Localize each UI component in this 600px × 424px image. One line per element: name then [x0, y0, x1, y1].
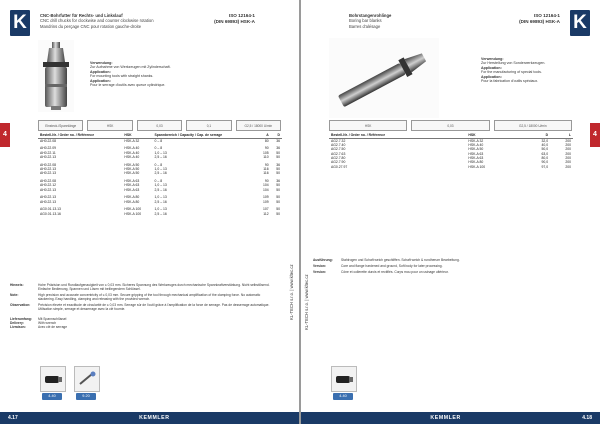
side-imprint: KL-TECH s.r.o. | www.kltec.cz [304, 274, 309, 330]
col-capacity: Spannbereich / Capacity / Cap. de serrage [153, 133, 257, 138]
table-cell: 2,5 – 16 [154, 155, 167, 160]
table-cell: 0 – 8 [154, 138, 163, 143]
table-cell: 50 [276, 155, 280, 160]
description-block: Verwendung: Zur Aufnahme von Werkzeugen mit Zylinderschaft. Application: For mounting tools with straight shanks. Application: Pour le serrage d'outils avec queue cylindrique. [90, 61, 171, 88]
table-cell: 200 [565, 164, 571, 169]
table-cell: 90,0 [541, 160, 549, 165]
table-cell: AH0.22.13 [40, 155, 57, 160]
table-cell: AG0.01.13.16 [40, 211, 61, 216]
table-cell: HSK-A 63 [124, 187, 140, 192]
table-cell: AH0.22.13 [40, 167, 57, 172]
table-cell: HSK-A 100 [124, 211, 142, 216]
table-cell: 200 [565, 160, 571, 165]
table-cell: AG2.7.32 [331, 138, 346, 143]
hsk-icon: HSK [329, 120, 407, 131]
col-a: A [257, 133, 271, 138]
table-cell: 40,0 [541, 143, 549, 148]
table-cell [516, 165, 525, 169]
table-cell: 110 [263, 155, 269, 160]
table-cell: AH0.22.08 [40, 162, 57, 167]
page-footer [0, 412, 299, 424]
brand-name: KEMMLER [139, 415, 170, 421]
page-number: 4.18 [582, 415, 592, 421]
table-cell: AH0.22.12 [40, 183, 57, 188]
table-cell: AG2.7.40 [331, 143, 346, 148]
runout-icon: 0,03 [137, 120, 182, 131]
table-cell: 36 [276, 179, 280, 184]
table-cell: HSK-A 50 [124, 171, 140, 176]
table-cell: 2,5 – 16 [154, 211, 167, 216]
col-d: D [271, 133, 282, 138]
table-cell: AG2.7.63 [331, 151, 346, 156]
table-cell: 109 [263, 195, 269, 200]
delivery-block: Lieferumfang: Delivery: Livraison: Mit Spannschlüssel With wrench Avec clé de serrage [10, 316, 68, 329]
product-table [329, 133, 573, 169]
brand-name: KEMMLER [430, 415, 461, 421]
table-cell: AH0.22.09 [40, 146, 57, 151]
table-cell: 1,0 – 13 [154, 207, 167, 212]
table-cell: AG2.7.50 [331, 147, 346, 152]
table-cell: 104 [263, 187, 269, 192]
wrench-icon [74, 366, 100, 392]
accessory-1[interactable] [40, 366, 64, 400]
table-cell: 63,0 [541, 151, 549, 156]
table-cell: AH0.22.08 [40, 179, 57, 184]
balance-icon: G2,5 / 18000 U/min [236, 120, 281, 131]
table-cell: 50 [276, 195, 280, 200]
chapter-tab-left[interactable]: 4 [0, 123, 10, 147]
chapter-tab-right[interactable]: 4 [590, 123, 600, 147]
table-cell: 200 [565, 151, 571, 156]
table-cell: 112 [263, 211, 269, 216]
table-cell: 0 – 8 [154, 146, 163, 151]
table-cell: AH0.22.13 [40, 187, 57, 192]
table-cell: AH0.22.08 [40, 138, 57, 143]
table-cell: 36 [276, 162, 280, 167]
table-cell: 50 [276, 171, 280, 176]
drill-chuck-illustration [38, 40, 74, 112]
boring-bar-illustration [329, 38, 439, 118]
collet-icon [40, 366, 66, 392]
hsk-icon: HSK [87, 120, 132, 131]
table-cell: 200 [565, 143, 571, 148]
table-cell: HSK-A 50 [124, 167, 140, 172]
table-cell: 36 [276, 138, 280, 143]
table-cell: 107 [263, 207, 269, 212]
table-cell: 50 [276, 167, 280, 172]
table-cell: HSK-A 32 [468, 138, 484, 143]
table-row [38, 212, 282, 216]
notes-block: Hinweis: Hohe Präzision und Rundlaufgenauigkeit von ≤ 0,03 mm. Sicheres Spannung des Werkzeuges durch mechanische Spannkraftverstärkung. Nicht selbstlösend. Einfache Bedienung, Spannen und Lösen mit beiliegendem Schlüssel. Note: High precision and accurate concentricity of ≤ 0,03 mm. Secure gripping of the tool through mechanical amplification of the clamping force. No automatic slackening. Easy handling, clamping and releasing with the provided wrench. Observation: Précision élevée et exactitude de circularité de ≤ 0,03 mm. Serrage sûr de l'outil grâce à l'amplification de la force de serrage. Pas de desserrage automatique. Utilisation simple, serrage et desserrage avec la clé fournie. Lieferumfang: Delivery: Livraison: Mit Spannschlüssel With wrench Avec clé de serrage [10, 283, 275, 331]
accuracy-icon: 0,1 [186, 120, 231, 131]
table-cell: 104 [263, 183, 269, 188]
table-cell: 116 [263, 171, 269, 176]
table-cell: HSK-A 63 [468, 155, 484, 160]
table-cell: 50 [276, 199, 280, 204]
table-cell: 109 [263, 199, 269, 204]
col-hsk: HSK [466, 133, 515, 138]
notes-block: Ausführung: Stahlrogen und Schaft weich geschliffen. Schaft weich & rundherum Bearbeitung. Version: Core and flange hardened and ground, Soft body for later processing. Version: Cône et collerette durcis et rectifiés. Corps mou pour un usinage ultérieur. [313, 258, 460, 275]
table-cell: HSK-A 40 [468, 143, 484, 148]
table-cell: 50,0 [541, 147, 549, 152]
table-cell: HSK-A 80 [124, 195, 140, 200]
table-cell: 1,0 – 13 [154, 167, 167, 172]
table-cell: 0 – 8 [154, 162, 163, 167]
accessory-badge: 4.40 [42, 393, 62, 400]
runout-icon: 0,03 [411, 120, 489, 131]
table-cell: HSK-A 63 [124, 179, 140, 184]
table-cell: HSK-A 40 [124, 150, 140, 155]
table-cell: 2,5 – 16 [154, 187, 167, 192]
table-cell: HSK-A 100 [468, 164, 486, 169]
table-row [329, 165, 573, 169]
accessory-1[interactable] [331, 366, 355, 400]
table-cell: 200 [565, 155, 571, 160]
table-cell: 200 [565, 138, 571, 143]
table-cell: AG2.7.90 [331, 160, 346, 165]
table-cell: 1,0 – 13 [154, 195, 167, 200]
col-hsk: HSK [122, 133, 152, 138]
col-l: L [550, 133, 573, 138]
table-cell: 80,0 [541, 155, 549, 160]
table-cell: HSK-A 32 [124, 138, 140, 143]
accessory-2[interactable] [74, 366, 98, 400]
kemmler-logo: K [570, 10, 590, 36]
table-cell: 90 [264, 162, 269, 167]
right-page [301, 0, 600, 424]
table-cell: AG0.27.97 [331, 164, 348, 169]
boring-bar-image [329, 38, 439, 118]
table-cell: AH0.22.11 [40, 150, 56, 155]
table-cell: 50 [276, 183, 280, 188]
table-cell: 80 [264, 138, 269, 143]
table-cell: HSK-A 50 [124, 162, 140, 167]
table-cell: 2,5 – 16 [154, 199, 167, 204]
table-cell: 1,0 – 13 [154, 183, 167, 188]
page-title: Bohrstangenrohlinge Boring bar blanks Barres d'alésage [349, 13, 392, 29]
table-cell: 50 [276, 207, 280, 212]
product-table [38, 133, 282, 216]
table-cell: HSK-A 80 [124, 199, 140, 204]
table-cell: 36 [276, 146, 280, 151]
table-cell: 97,0 [541, 164, 549, 169]
table-cell: AH0.22.13 [40, 171, 57, 176]
col-order-no: Bestell-Nr. / Order no. / Référence [38, 133, 122, 138]
table-cell: 116 [263, 167, 269, 172]
table-cell: HSK-A 80 [468, 160, 484, 165]
accessory-badge: 4.40 [333, 393, 353, 400]
table-cell: HSK-A 40 [124, 155, 140, 160]
standard-label: ISO 12164-1 (DIN 69893) HSK-A [519, 13, 560, 24]
spec-icon-strip [38, 120, 281, 131]
table-cell: HSK-A 63 [468, 151, 484, 156]
col-order-no: Bestell-Nr. / Order no. / Référence [329, 133, 466, 138]
table-cell: 0 – 8 [154, 179, 163, 184]
table-cell: HSK-A 50 [468, 147, 484, 152]
page-title: CNC-Bohrfutter für Rechts- und Linkslauf CNC drill chucks for clockwise and counter clockwise rotation Mandrins du perçage CNC pour rotation gauche-droite [40, 13, 154, 29]
table-cell: 32,0 [541, 138, 549, 143]
col-d: D [525, 133, 550, 138]
table-cell: 50 [276, 150, 280, 155]
table-cell: 50 [276, 187, 280, 192]
spec-icon-strip [329, 120, 572, 131]
table-cell: HSK-A 63 [124, 183, 140, 188]
description-block: Verwendung: Zur Herstellung von Sonderwerkzeugen. Application: For the manufacturing of special tools. Application: Pour la fabrication d'outils spéciaux. [481, 57, 546, 84]
table-cell: 1,0 – 13 [154, 150, 167, 155]
collet-icon [331, 366, 357, 392]
table-cell: AH0.22.13 [40, 199, 57, 204]
table-cell: 105 [263, 150, 269, 155]
table-cell: 50 [276, 211, 280, 216]
clamping-length-icon: Einsteck-/Spannlänge [38, 120, 83, 131]
table-cell: 90 [264, 146, 269, 151]
side-imprint: KL-TECH s.r.o. | www.kltec.cz [289, 264, 294, 320]
table-cell: AH0.22.13 [40, 195, 57, 200]
kemmler-logo: K [10, 10, 30, 36]
table-cell: 200 [565, 147, 571, 152]
table-cell: AG0.01.13.13 [40, 207, 61, 212]
standard-label: ISO 12164-1 (DIN 69893) HSK-A [214, 13, 255, 24]
table-cell: HSK-A 40 [124, 146, 140, 151]
balance-icon: G2,5 / 18000 U/min [494, 120, 572, 131]
left-page [0, 0, 299, 424]
table-cell: 2,5 – 16 [154, 171, 167, 176]
table-cell: AG2.7.80 [331, 155, 346, 160]
drill-chuck-image [38, 40, 74, 112]
table-cell: HSK-A 100 [124, 207, 142, 212]
page-footer [301, 412, 600, 424]
page-number: 4.17 [8, 415, 18, 421]
accessory-badge: 9.20 [76, 393, 96, 400]
table-cell: 90 [264, 179, 269, 184]
